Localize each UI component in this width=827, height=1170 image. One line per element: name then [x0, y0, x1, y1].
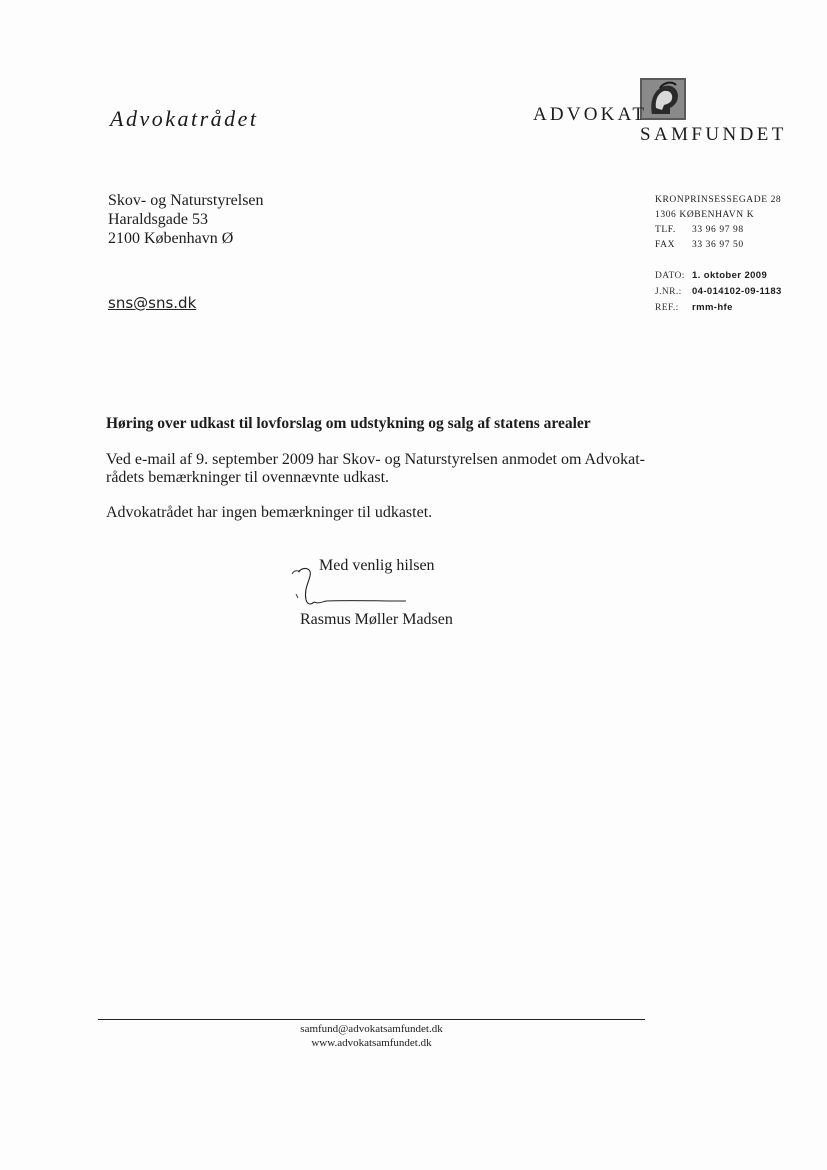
date-row: [655, 268, 782, 284]
signer-name: Rasmus Møller Madsen: [300, 611, 453, 628]
recipient-street: Haraldsgade 53: [108, 211, 208, 228]
fax-row: [655, 238, 781, 253]
logo-word-advokat: ADVOKAT: [533, 104, 648, 125]
sender-street: KRONPRINSESSEGADE 28: [655, 195, 782, 205]
sender-city: 1306 KØBENHAVN K: [655, 210, 755, 220]
jnr-label: J.NR.:: [655, 287, 682, 297]
closing-phrase: Med venlig hilsen: [319, 557, 435, 574]
ref-row: [655, 300, 782, 316]
fax-value: 33 36 97 50: [692, 240, 744, 250]
phone-value: 33 96 97 98: [692, 225, 744, 235]
recipient-email-link[interactable]: sns@sns.dk: [108, 294, 197, 312]
logo-word-samfundet: SAMFUNDET: [640, 124, 787, 145]
date-value: 1. oktober 2009: [692, 270, 768, 281]
footer-website-link[interactable]: www.advokatsamfundet.dk: [311, 1037, 432, 1049]
council-name: Advokatrådet: [110, 106, 259, 131]
phone-label: TLF.: [655, 225, 676, 235]
handwritten-signature-icon: [286, 564, 436, 614]
recipient-name: Skov- og Naturstyrelsen: [108, 192, 264, 209]
fax-label: FAX: [655, 240, 676, 250]
jnr-value: 04-014102-09-1183: [692, 286, 782, 297]
footer-email-link[interactable]: samfund@advokatsamfundet.dk: [300, 1023, 443, 1035]
letter-meta: [655, 268, 782, 316]
letter-subject: Høring over udkast til lovforslag om udstykning og salg af statens arealer: [106, 415, 591, 432]
ref-label: REF.:: [655, 303, 679, 313]
date-label: DATO:: [655, 271, 685, 281]
body-paragraph-2: Advokatrådet har ingen bemærkninger til udkastet.: [106, 504, 433, 521]
recipient-address: [108, 191, 264, 248]
footer-divider: [98, 1019, 645, 1020]
phone-row: [655, 223, 781, 238]
jnr-row: [655, 284, 782, 300]
sender-address: [655, 193, 781, 253]
body-paragraph-1: Ved e-mail af 9. september 2009 har Skov- og Naturstyrelsen anmodet om Advokat-rådets bemærkninger til ovennævnte udkast.: [106, 451, 645, 486]
footer: [98, 1022, 645, 1050]
ref-value: rmm-hfe: [692, 302, 733, 313]
recipient-city: 2100 København Ø: [108, 230, 234, 247]
